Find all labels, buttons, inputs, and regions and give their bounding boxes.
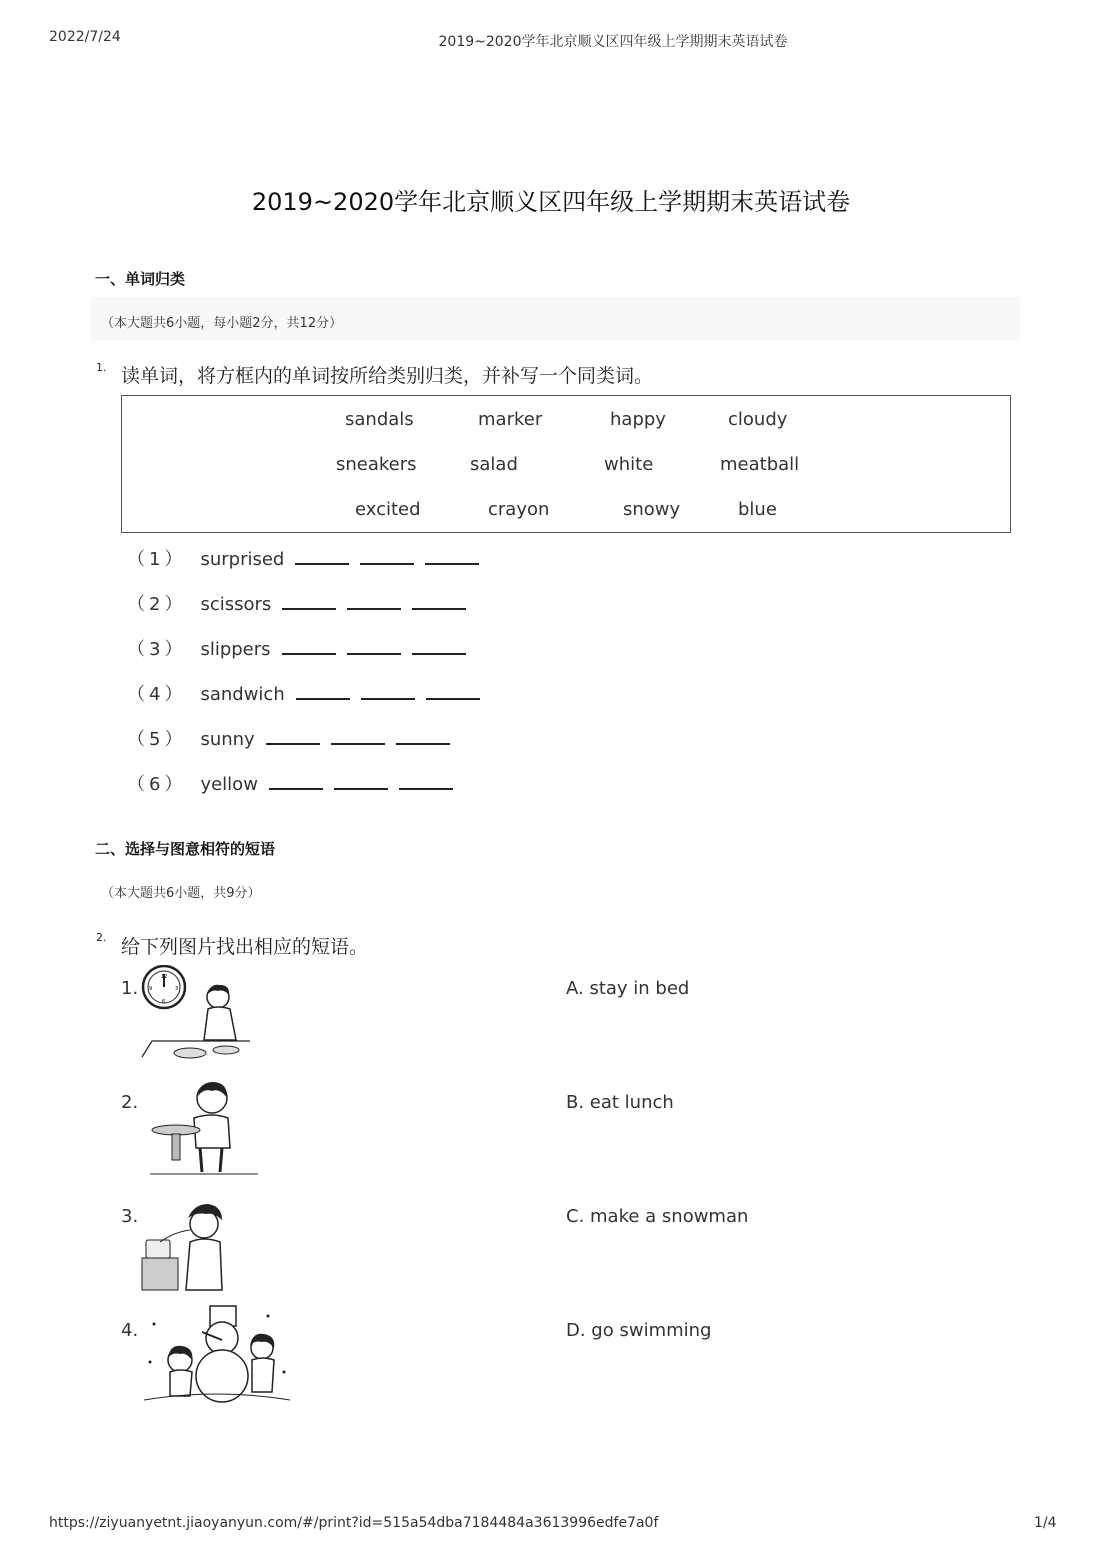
classify-item: [127, 725, 450, 751]
word-box-word: crayon: [488, 499, 550, 520]
svg-text:9: 9: [149, 986, 153, 992]
answer-blank[interactable]: [396, 729, 450, 745]
print-date: 2022/7/24: [49, 29, 121, 45]
answer-blank[interactable]: [269, 774, 323, 790]
word-box-word: happy: [610, 409, 666, 430]
answer-blank[interactable]: [347, 639, 401, 655]
word-box-word: salad: [470, 454, 518, 475]
option: B. eat lunch: [566, 1092, 674, 1113]
print-header-title: 2019~2020学年北京顺义区四年级上学期期末英语试卷: [438, 34, 788, 50]
item-number: （1）: [127, 549, 187, 570]
word-box-word: sandals: [345, 409, 414, 430]
section-1-note: （本大题共6小题，每小题2分，共12分）: [101, 316, 343, 331]
classify-item: [127, 770, 453, 796]
word-box-word: marker: [478, 409, 543, 430]
answer-blank[interactable]: [331, 729, 385, 745]
boy-on-phone-icon: [140, 1198, 230, 1292]
option: C. make a snowman: [566, 1206, 749, 1227]
item-word: slippers: [200, 639, 271, 660]
item-word: scissors: [200, 594, 272, 615]
word-box-word: cloudy: [728, 409, 788, 430]
answer-blank[interactable]: [426, 684, 480, 700]
svg-text:12: 12: [161, 974, 168, 980]
item-number: （2）: [127, 594, 187, 615]
kids-snowman-icon: [140, 1302, 292, 1406]
option: A. stay in bed: [566, 978, 690, 999]
answer-blank[interactable]: [361, 684, 415, 700]
answer-blank[interactable]: [334, 774, 388, 790]
word-box-word: excited: [355, 499, 421, 520]
item-word: sunny: [200, 729, 255, 750]
answer-blank[interactable]: [282, 594, 336, 610]
item-number: （3）: [127, 639, 187, 660]
clock-boy-eating-icon: [138, 965, 254, 1065]
answer-blank[interactable]: [412, 639, 466, 655]
option: D. go swimming: [566, 1320, 712, 1341]
question-2-number: 2.: [96, 931, 107, 944]
item-word: surprised: [200, 549, 285, 570]
item-number: （4）: [127, 684, 187, 705]
item-number: （5）: [127, 729, 187, 750]
boy-eating-at-table-icon: [150, 1078, 258, 1176]
page-number: 1/4: [1034, 1515, 1057, 1531]
question-2-text: 给下列图片找出相应的短语。: [121, 936, 369, 958]
answer-blank[interactable]: [360, 549, 414, 565]
section-2-heading: 二、选择与图意相符的短语: [95, 840, 276, 858]
item-word: yellow: [200, 774, 258, 795]
answer-blank[interactable]: [347, 594, 401, 610]
svg-text:6: 6: [162, 999, 166, 1005]
footer-url[interactable]: https://ziyuanyetnt.jiaoyanyun.com/#/print?id=515a54dba7184484a3613996edfe7a0f: [49, 1515, 659, 1531]
word-box-word: white: [604, 454, 654, 475]
word-box-word: meatball: [720, 454, 800, 475]
item-number: （6）: [127, 774, 187, 795]
item-word: sandwich: [200, 684, 285, 705]
classify-item: [127, 680, 480, 706]
word-box: [121, 395, 1011, 533]
question-1-number: 1.: [96, 361, 107, 374]
answer-blank[interactable]: [296, 684, 350, 700]
picture-number: 2.: [121, 1092, 139, 1113]
section-2-note: （本大题共6小题，共9分）: [101, 886, 261, 901]
answer-blank[interactable]: [399, 774, 453, 790]
section-1-heading: 一、单词归类: [95, 270, 186, 288]
word-box-word: blue: [738, 499, 777, 520]
answer-blank[interactable]: [266, 729, 320, 745]
svg-text:3: 3: [175, 986, 179, 992]
answer-blank[interactable]: [412, 594, 466, 610]
answer-blank[interactable]: [282, 639, 336, 655]
answer-blank[interactable]: [295, 549, 349, 565]
word-box-word: snowy: [623, 499, 681, 520]
question-1-text: 读单词，将方框内的单词按所给类别归类，并补写一个同类词。: [121, 365, 654, 387]
classify-item: [127, 545, 479, 571]
classify-item: [127, 590, 466, 616]
picture-number: 3.: [121, 1206, 139, 1227]
picture-number: 4.: [121, 1320, 139, 1341]
page-title: 2019~2020学年北京顺义区四年级上学期期末英语试卷: [251, 188, 851, 216]
word-box-word: sneakers: [336, 454, 417, 475]
picture-number: 1.: [121, 978, 139, 999]
answer-blank[interactable]: [425, 549, 479, 565]
classify-item: [127, 635, 466, 661]
